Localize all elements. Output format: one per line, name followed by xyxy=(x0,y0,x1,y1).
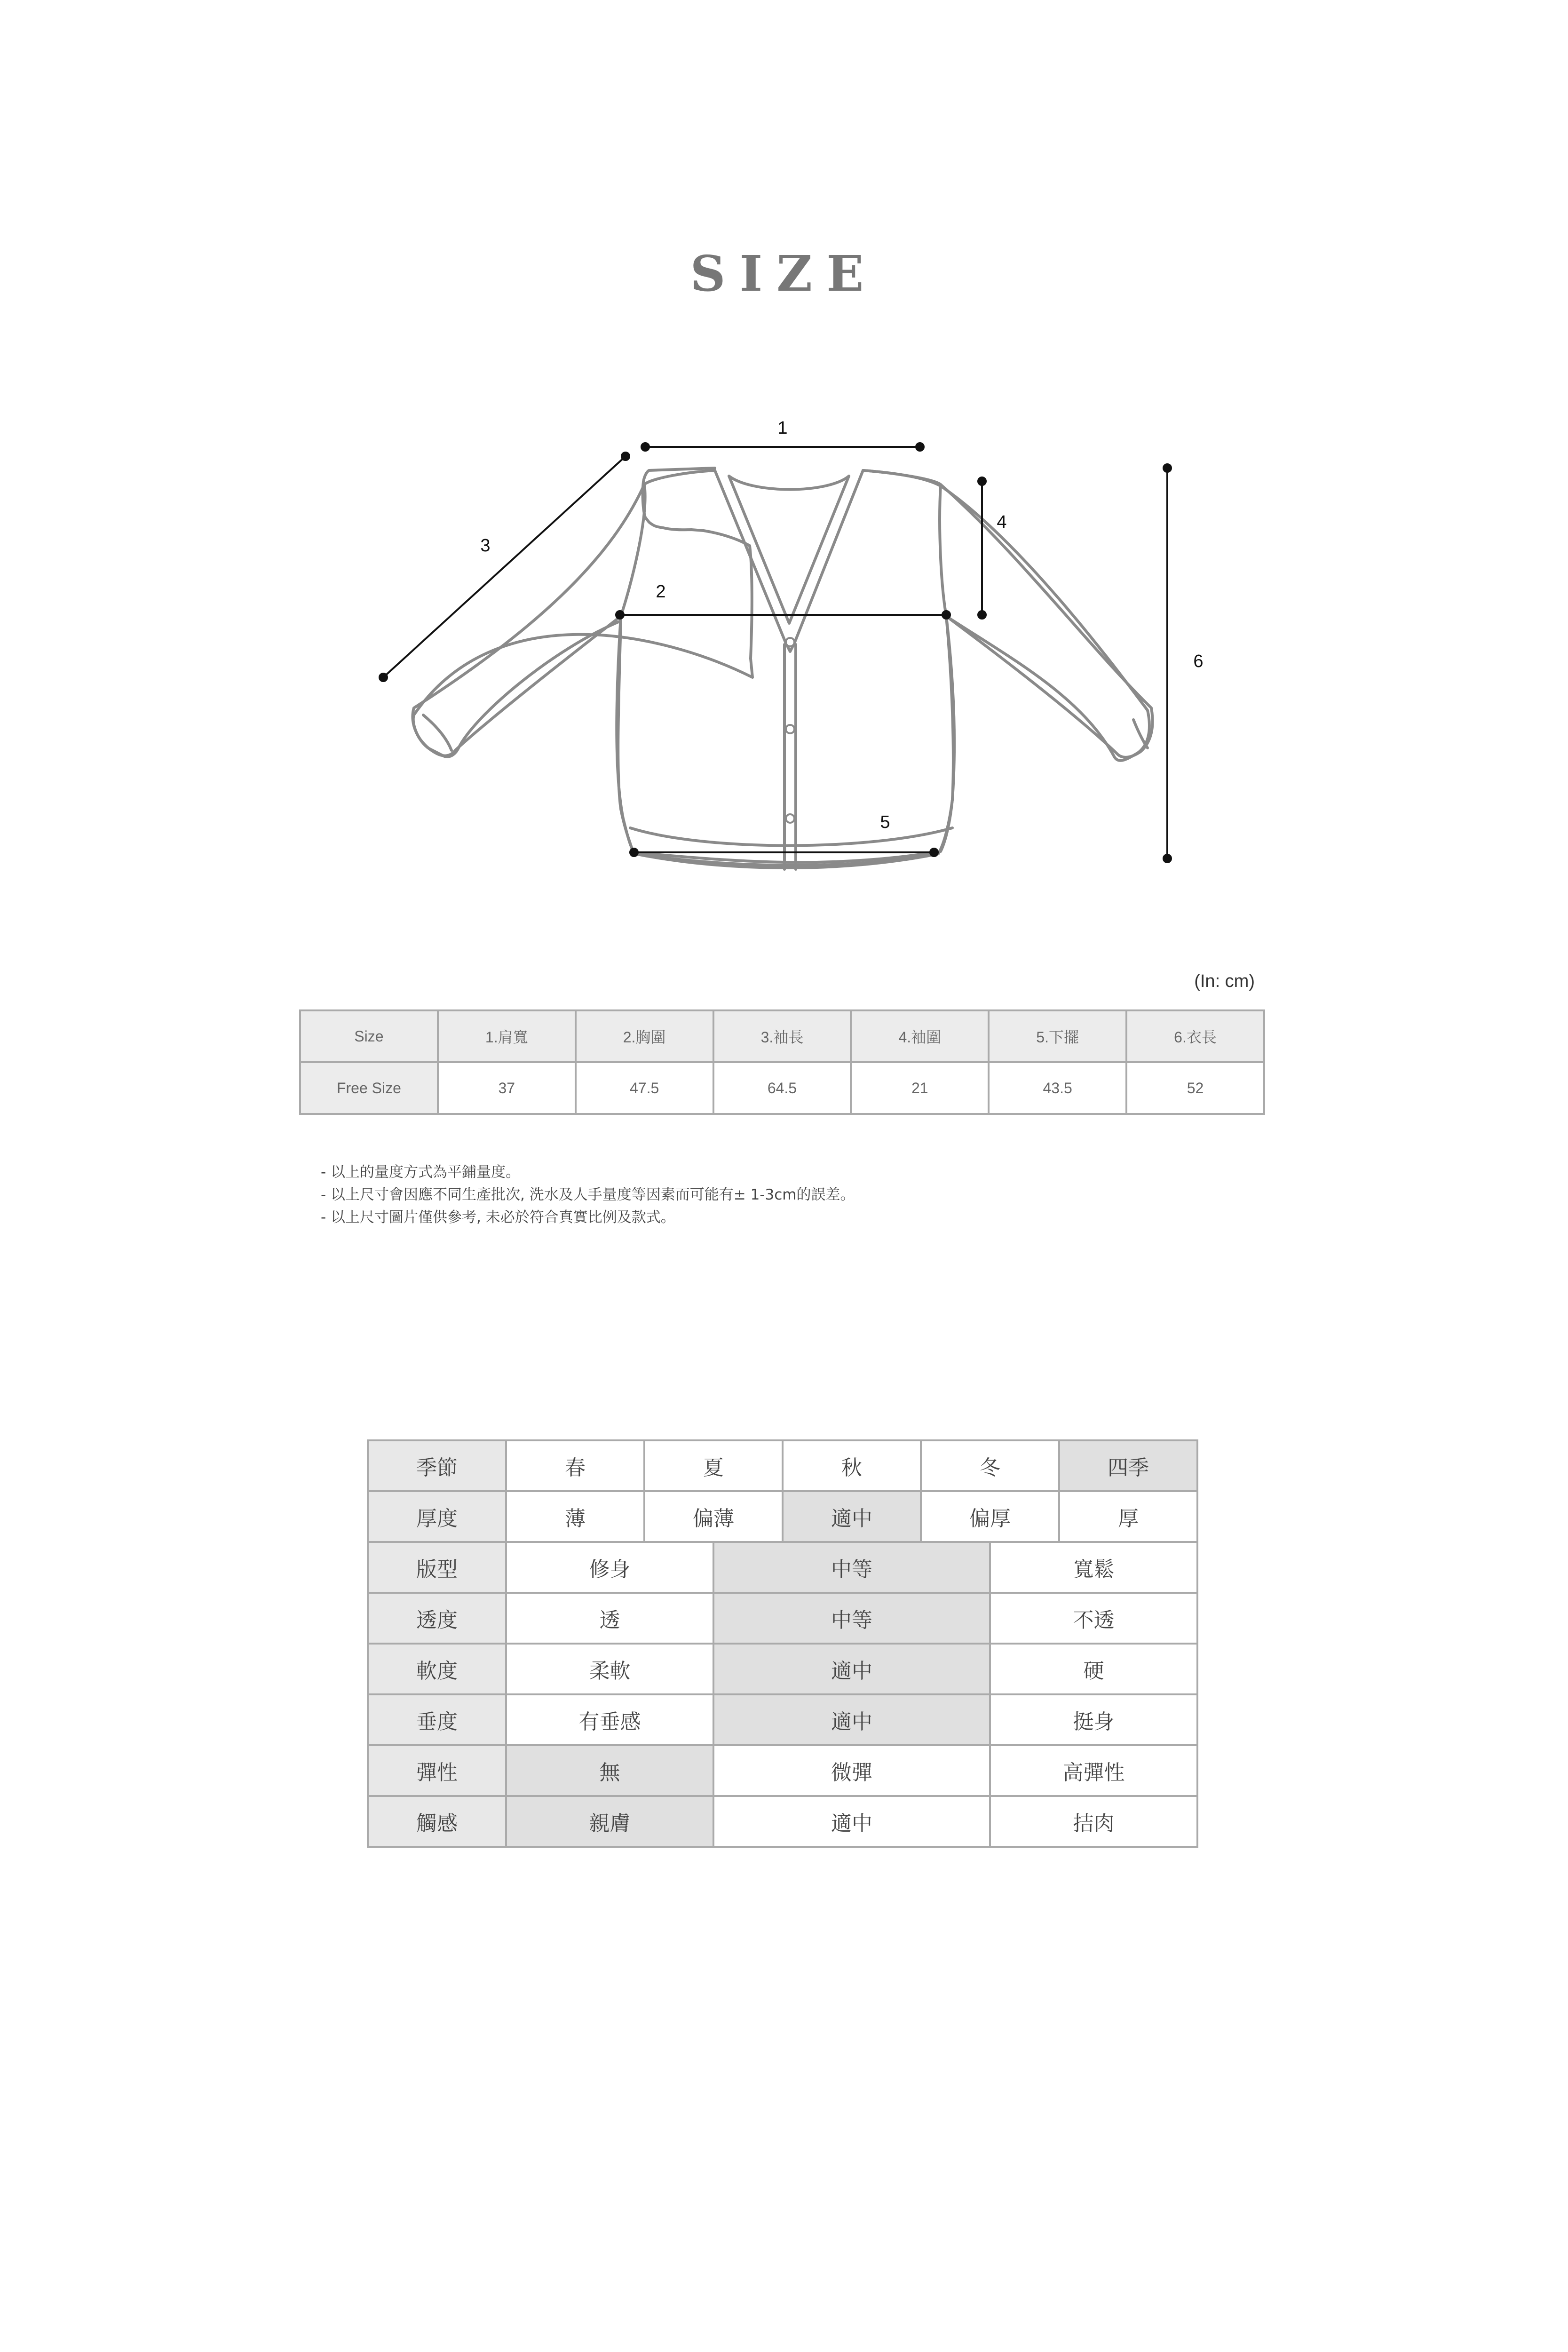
option-cell-selected: 適中 xyxy=(713,1644,990,1694)
option-cell-selected: 適中 xyxy=(783,1491,921,1542)
table-row xyxy=(300,1062,1264,1114)
option-cell: 微彈 xyxy=(713,1745,990,1796)
row-label: 季節 xyxy=(368,1440,506,1491)
measure-label-1: 1 xyxy=(777,418,788,438)
option-cell-selected: 無 xyxy=(506,1745,713,1796)
table-row xyxy=(368,1745,1197,1796)
table-cell: 37 xyxy=(438,1062,576,1114)
option-cell: 偏厚 xyxy=(921,1491,1059,1542)
button xyxy=(786,814,794,823)
table-header-cell: 1.肩寬 xyxy=(438,1010,576,1062)
table-row xyxy=(368,1542,1197,1593)
button xyxy=(786,725,794,733)
table-cell: Free Size xyxy=(300,1062,438,1114)
table-row xyxy=(368,1491,1197,1542)
row-label: 彈性 xyxy=(368,1745,506,1796)
table-cell: 43.5 xyxy=(989,1062,1126,1114)
measure-label-4: 4 xyxy=(997,512,1007,532)
option-cell-selected: 中等 xyxy=(713,1542,990,1593)
unit-note: (In: cm) xyxy=(1194,971,1255,991)
row-label: 版型 xyxy=(368,1542,506,1593)
row-label: 觸感 xyxy=(368,1796,506,1847)
measure-label-2: 2 xyxy=(656,582,666,602)
note-line: - 以上尺寸會因應不同生產批次, 洗水及人手量度等因素而可能有± 1-3cm的誤差。 xyxy=(321,1186,855,1203)
measurement-notes xyxy=(321,1161,855,1229)
option-cell: 冬 xyxy=(921,1440,1059,1491)
option-cell: 透 xyxy=(506,1593,713,1644)
option-cell: 修身 xyxy=(506,1542,713,1593)
option-cell: 柔軟 xyxy=(506,1644,713,1694)
table-row xyxy=(368,1796,1197,1847)
option-cell: 夏 xyxy=(644,1440,783,1491)
option-cell: 適中 xyxy=(713,1796,990,1847)
measure-label-6: 6 xyxy=(1193,652,1204,671)
option-cell: 秋 xyxy=(783,1440,921,1491)
option-cell: 有垂感 xyxy=(506,1694,713,1745)
option-cell-selected: 適中 xyxy=(713,1694,990,1745)
fabric-properties-table xyxy=(367,1439,1198,1848)
row-label: 軟度 xyxy=(368,1644,506,1694)
table-row xyxy=(368,1593,1197,1644)
table-cell: 64.5 xyxy=(713,1062,851,1114)
option-cell: 寬鬆 xyxy=(990,1542,1197,1593)
table-header-cell: Size xyxy=(300,1010,438,1062)
option-cell: 厚 xyxy=(1059,1491,1197,1542)
option-cell: 春 xyxy=(506,1440,644,1491)
measure-label-5: 5 xyxy=(880,812,890,832)
option-cell: 偏薄 xyxy=(644,1491,783,1542)
page-title: SIZE xyxy=(690,245,878,302)
table-row xyxy=(368,1694,1197,1745)
note-line: - 以上尺寸圖片僅供參考, 未必於符合真實比例及款式。 xyxy=(321,1209,675,1226)
button xyxy=(786,638,794,646)
option-cell: 高彈性 xyxy=(990,1745,1197,1796)
option-cell-selected: 親膚 xyxy=(506,1796,713,1847)
option-cell: 拮肉 xyxy=(990,1796,1197,1847)
table-header-cell: 2.胸圍 xyxy=(576,1010,713,1062)
table-row xyxy=(300,1010,1264,1062)
table-header-cell: 4.袖圍 xyxy=(851,1010,989,1062)
measure-label-3: 3 xyxy=(480,536,491,556)
table-header-cell: 6.衣長 xyxy=(1126,1010,1264,1062)
row-label: 透度 xyxy=(368,1593,506,1644)
table-cell: 52 xyxy=(1126,1062,1264,1114)
row-label: 垂度 xyxy=(368,1694,506,1745)
table-cell: 21 xyxy=(851,1062,989,1114)
table-cell: 47.5 xyxy=(576,1062,713,1114)
cardigan-outline xyxy=(413,468,1149,862)
option-cell: 硬 xyxy=(990,1644,1197,1694)
option-cell-selected: 中等 xyxy=(713,1593,990,1644)
size-table xyxy=(299,1009,1265,1115)
option-cell: 不透 xyxy=(990,1593,1197,1644)
table-row xyxy=(368,1440,1197,1491)
cardigan-diagram xyxy=(0,0,1568,894)
table-header-cell: 5.下擺 xyxy=(989,1010,1126,1062)
note-line: - 以上的量度方式為平鋪量度。 xyxy=(321,1164,521,1181)
table-row xyxy=(368,1644,1197,1694)
option-cell: 挺身 xyxy=(990,1694,1197,1745)
option-cell: 薄 xyxy=(506,1491,644,1542)
option-cell-selected: 四季 xyxy=(1059,1440,1197,1491)
row-label: 厚度 xyxy=(368,1491,506,1542)
table-header-cell: 3.袖長 xyxy=(713,1010,851,1062)
